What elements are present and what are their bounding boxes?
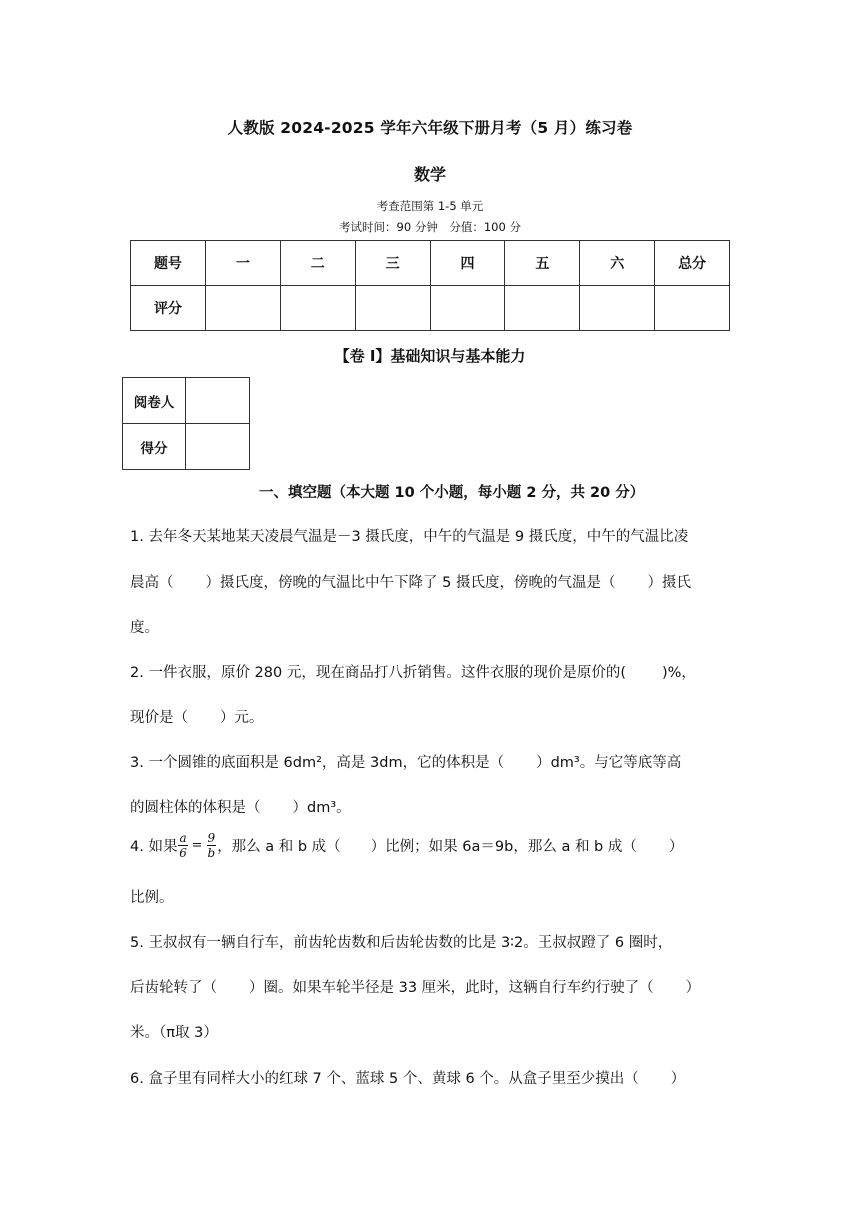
question-text: 现价是（ (130, 710, 188, 726)
score-header-cell: 一 (205, 241, 280, 286)
question-text: ） (668, 839, 684, 855)
score-cell[interactable] (655, 286, 730, 331)
score-header-cell: 二 (280, 241, 355, 286)
question-text: )%， (662, 665, 696, 681)
question-text: ）摄氏度，傍晚的气温比中午下降了 5 摄氏度，傍晚的气温是（ (205, 575, 616, 591)
score-cell[interactable] (280, 286, 355, 331)
question-text: ） (685, 980, 701, 996)
score-header-cell: 五 (505, 241, 580, 286)
question-text: 6. 盒子里有同样大小的红球 7 个、蓝球 5 个、黄球 6 个。从盒子里至少摸出（ (130, 1071, 639, 1087)
score-row-label: 评分 (131, 286, 206, 331)
reviewer-label: 阅卷人 (123, 378, 186, 424)
question-4-line-2: 比例。 (130, 890, 174, 906)
fraction-numerator: a (179, 831, 187, 845)
question-5-line-1: 5. 王叔叔有一辆自行车，前齿轮齿数和后齿轮齿数的比是 3∶2。王叔叔蹬了 6 圈时， (130, 935, 673, 951)
fraction-denominator: 6 (179, 846, 187, 860)
score-label: 得分 (123, 424, 186, 470)
part-title: 【卷 I】基础知识与基本能力 (334, 347, 526, 365)
question-5-line-2 (130, 976, 740, 997)
score-header-cell: 题号 (131, 241, 206, 286)
score-header-cell: 总分 (655, 241, 730, 286)
question-1-line-3: 度。 (130, 620, 159, 636)
question-text: ，那么 a 和 b 成（ (217, 839, 341, 855)
exam-scope: 考查范围第 1-5 单元 (376, 199, 484, 213)
question-text: ） (670, 1071, 686, 1087)
score-cell[interactable] (355, 286, 430, 331)
reviewer-cell[interactable] (186, 378, 250, 424)
question-text: 晨高（ (130, 575, 174, 591)
question-text: ）比例；如果 6a＝9b，那么 a 和 b 成（ (370, 839, 637, 855)
exam-title: 人教版 2024-2025 学年六年级下册月考（5 月）练习卷 (227, 119, 633, 137)
question-1-line-1: 1. 去年冬天某地某天凌晨气温是－3 摄氏度，中午的气温是 9 摄氏度，中午的气温比凌 (130, 529, 689, 545)
score-table (130, 240, 730, 331)
question-text: ）dm³。与它等底等高 (536, 755, 682, 771)
fraction-a-over-6 (178, 831, 187, 860)
question-5-line-3: 米。（π取 3） (130, 1025, 218, 1041)
section-title: 一、填空题（本大题 10 个小题，每小题 2 分，共 20 分） (259, 485, 645, 501)
score-cell[interactable] (430, 286, 505, 331)
question-4-line-1 (130, 831, 740, 860)
score-cell[interactable] (205, 286, 280, 331)
question-text: 后齿轮转了（ (130, 980, 217, 996)
question-6-line-1 (130, 1067, 740, 1088)
question-3-line-1 (130, 751, 740, 772)
score-cell[interactable] (505, 286, 580, 331)
equals-sign: = (191, 838, 203, 853)
question-1-line-2 (130, 571, 740, 592)
score-header-cell: 四 (430, 241, 505, 286)
score-table-header-row (131, 241, 730, 286)
fraction-9-over-b (207, 831, 217, 860)
question-2-line-1 (130, 661, 740, 682)
fraction-denominator: b (207, 846, 216, 860)
score-header-cell: 六 (580, 241, 655, 286)
score-cell[interactable] (580, 286, 655, 331)
question-text: ）dm³。 (292, 800, 351, 816)
fraction-numerator: 9 (207, 831, 216, 845)
exam-time-score: 考试时间：90 分钟 分值：100 分 (339, 220, 521, 234)
grader-box (122, 377, 250, 470)
score-header-cell: 三 (355, 241, 430, 286)
question-text: 的圆柱体的体积是（ (130, 800, 261, 816)
question-text: ）圈。如果车轮半径是 33 厘米，此时，这辆自行车约行驶了（ (249, 980, 654, 996)
score-table-score-row (131, 286, 730, 331)
question-text: 2. 一件衣服，原价 280 元，现在商品打八折销售。这件衣服的现价是原价的( (130, 665, 626, 681)
question-text: ）摄氏 (647, 575, 691, 591)
question-3-line-2 (130, 796, 740, 817)
score-value-cell[interactable] (186, 424, 250, 470)
subject-title: 数学 (413, 165, 446, 184)
question-2-line-2 (130, 706, 740, 727)
question-text: ）元。 (220, 710, 264, 726)
question-text: 3. 一个圆锥的底面积是 6dm²，高是 3dm，它的体积是（ (130, 755, 505, 771)
question-text: 4. 如果 (130, 839, 178, 855)
